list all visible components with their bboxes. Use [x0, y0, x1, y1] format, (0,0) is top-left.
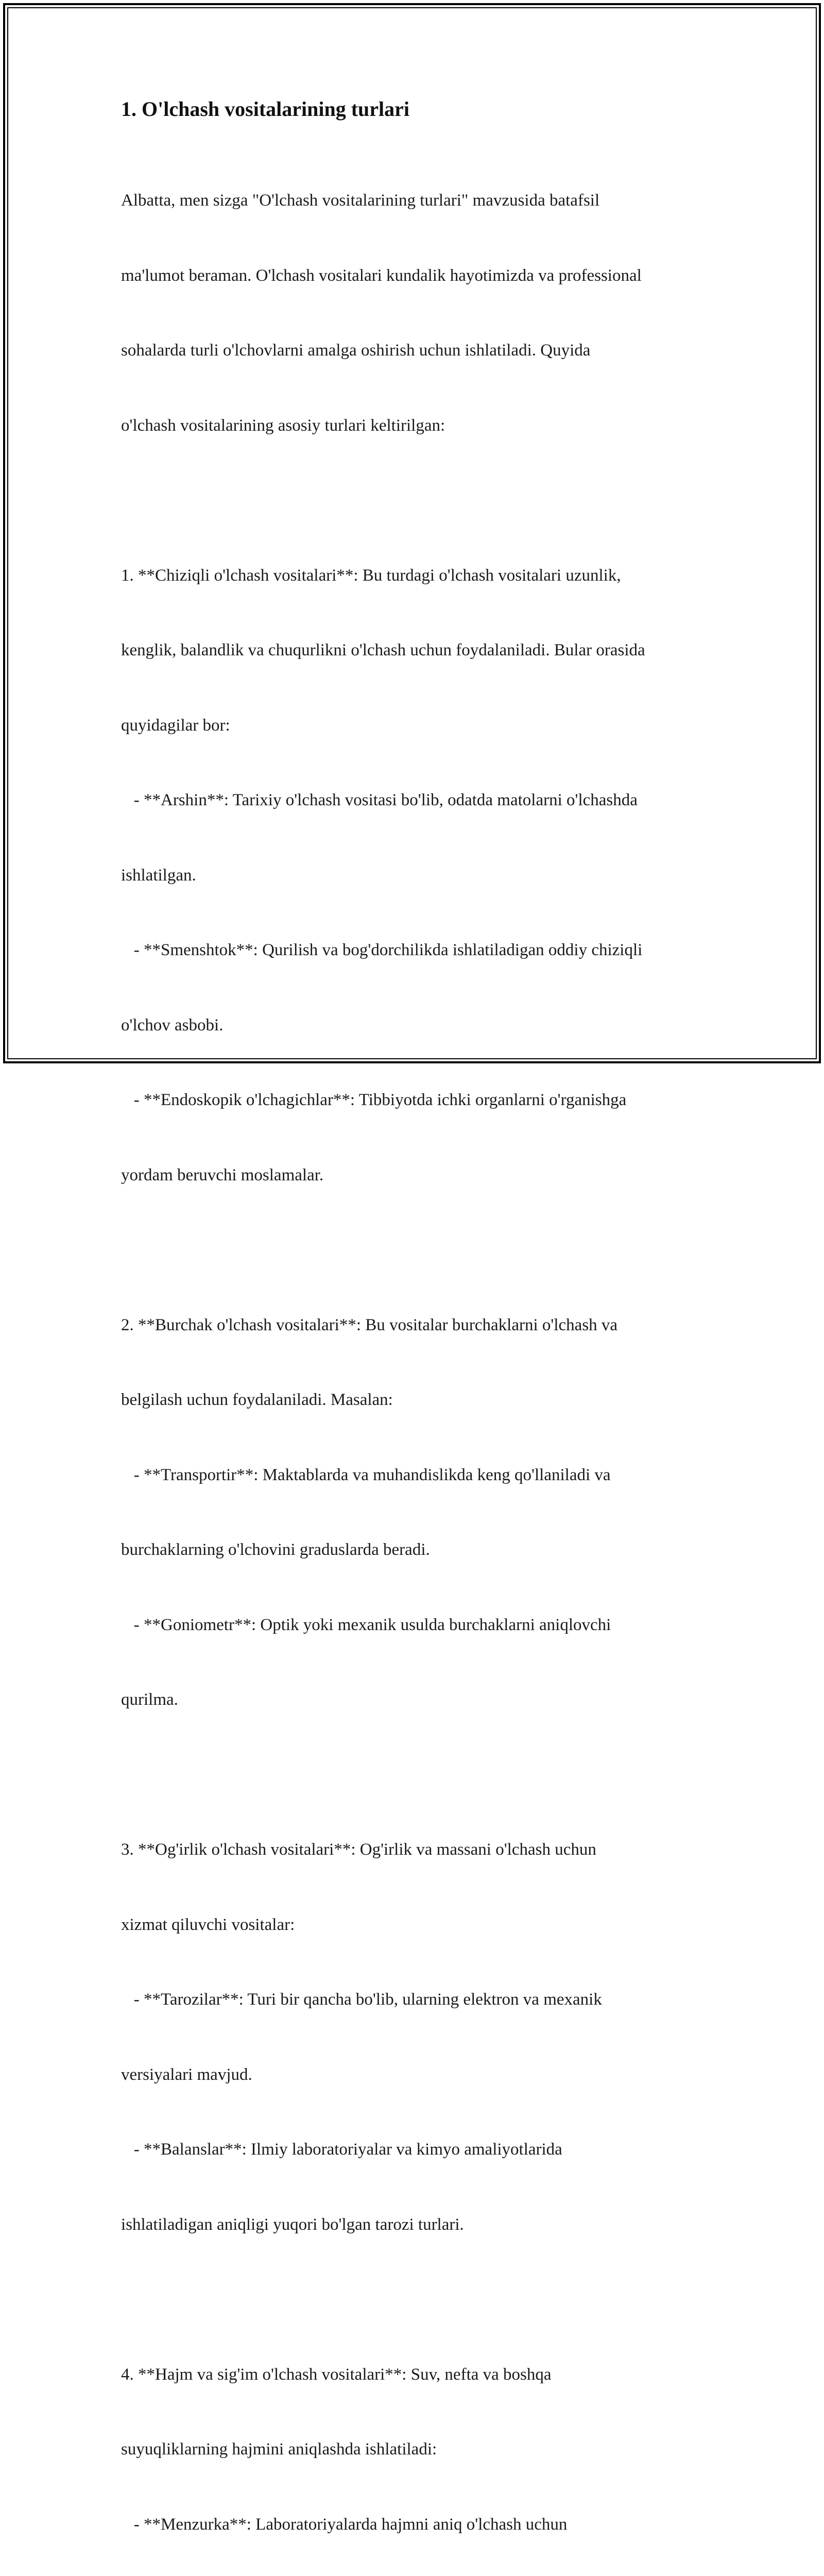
text-line: o'lchash vositalarining asosiy turlari keltirilgan: [121, 416, 445, 435]
text-line: Albatta, men sizga "O'lchash vositalarining turlari" mavzusida batafsil [121, 191, 600, 210]
text-line: suyuqliklarning hajmini aniqlashda ishlatiladi: [121, 2440, 437, 2459]
text-line: o'lchov asbobi. [121, 1015, 224, 1035]
text-line: kenglik, balandlik va chuqurlikni o'lchash uchun foydalaniladi. Bular orasida [121, 641, 645, 659]
text-line: yordam beruvchi moslamalar. [121, 1165, 324, 1184]
list-item-heading: 3. **Og'irlik o'lchash vositalari**: Og'irlik va massani o'lchash uchun [121, 1840, 596, 1859]
sub-list-item: - **Arshin**: Tarixiy o'lchash vositasi bo'lib, odatda matolarni o'lchashda [121, 791, 638, 809]
text-line: versiyalari mavjud. [121, 2065, 252, 2084]
sub-list-item: - **Endoskopik o'lchagichlar**: Tibbiyotda ichki organlarni o'rganishga [121, 1091, 627, 1109]
text-line: quyidagilar bor: [121, 716, 230, 735]
text-line: qurilma. [121, 1690, 178, 1709]
document-content [121, 94, 718, 2576]
text-line: sohalarda turli o'lchovlarni amalga oshirish uchun ishlatiladi. Quyida [121, 341, 591, 360]
blank-line [121, 2287, 718, 2312]
sub-list-item: - **Menzurka**: Laboratoriyalarda hajmni aniq o'lchash uchun [121, 2515, 568, 2534]
text-line: ishlatiladigan aniqligi yuqori bo'lgan tarozi turlari. [121, 2215, 464, 2234]
text-line: ishlatilgan. [121, 866, 196, 885]
blank-line [121, 1238, 718, 1263]
sub-list-item: - **Smenshtok**: Qurilish va bog'dorchilikda ishlatiladigan oddiy chiziqli [121, 941, 643, 959]
blank-line [121, 1762, 718, 1788]
sub-list-item: - **Transportir**: Maktablarda va muhandislikda keng qo'llaniladi va [121, 1465, 611, 1484]
document-title: 1. O'lchash vositalarining turlari [121, 97, 410, 121]
blank-line [121, 488, 718, 513]
text-line: ma'lumot beraman. O'lchash vositalari kundalik hayotimizda va professional [121, 266, 642, 285]
list-item-heading: 1. **Chiziqli o'lchash vositalari**: Bu turdagi o'lchash vositalari uzunlik, [121, 566, 621, 585]
text-line: belgilash uchun foydalaniladi. Masalan: [121, 1391, 393, 1409]
list-item-heading: 2. **Burchak o'lchash vositalari**: Bu vositalar burchaklarni o'lchash va [121, 1315, 618, 1334]
list-item-heading: 4. **Hajm va sig'im o'lchash vositalari**: Suv, nefta va boshqa [121, 2365, 552, 2384]
text-line: burchaklarning o'lchovini graduslarda beradi. [121, 1540, 430, 1559]
sub-list-item: - **Tarozilar**: Turi bir qancha bo'lib, ularning elektron va mexanik [121, 1990, 602, 2009]
sub-list-item: - **Balanslar**: Ilmiy laboratoriyalar va kimyo amaliyotlarida [121, 2140, 562, 2159]
document-body [121, 138, 718, 2576]
text-line: xizmat qiluvchi vositalar: [121, 1915, 295, 1934]
sub-list-item: - **Goniometr**: Optik yoki mexanik usulda burchaklarni aniqlovchi [121, 1615, 611, 1634]
